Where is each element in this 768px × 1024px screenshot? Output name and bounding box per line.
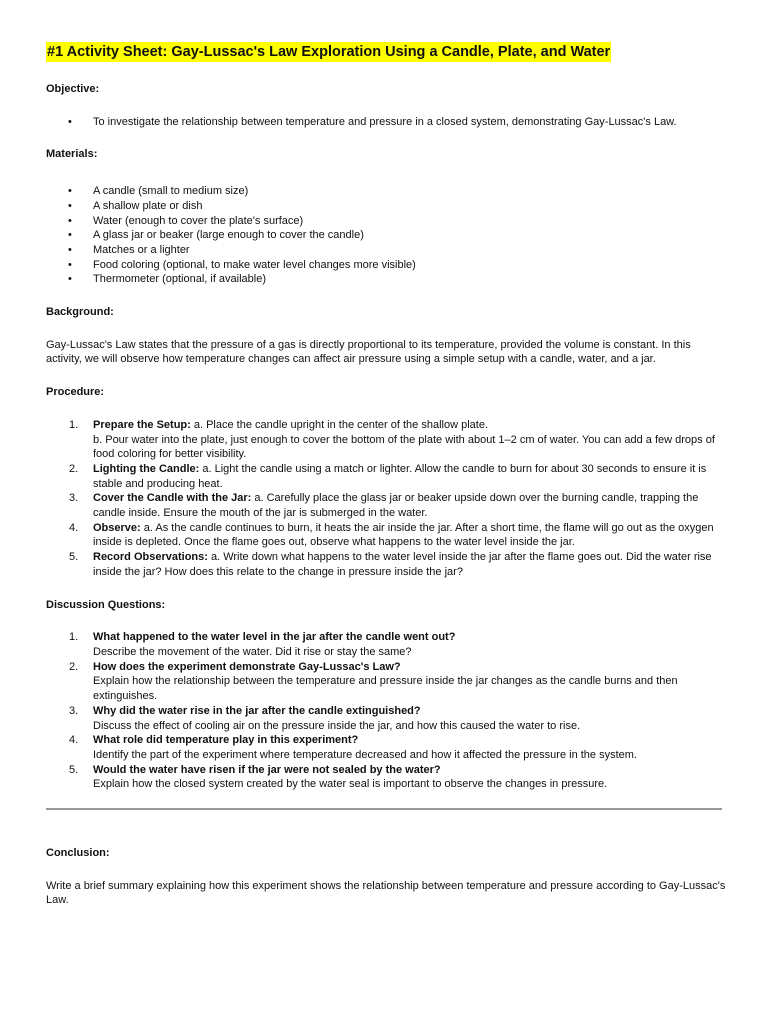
question-detail: Identify the part of the experiment where temperature decreased and how it affected the pressure in the system.: [93, 748, 637, 761]
step-label: Observe:: [93, 521, 141, 534]
page-title: #1 Activity Sheet: Gay-Lussac's Law Exploration Using a Candle, Plate, and Water: [47, 44, 611, 60]
question-number: 3.: [69, 704, 79, 717]
step-label: Record Observations:: [93, 551, 208, 564]
step-number: 2.: [69, 462, 79, 475]
step-number: 1.: [69, 418, 79, 431]
step-label: Lighting the Candle:: [93, 462, 200, 475]
step-text: a. Write down what happens to the water level inside the jar after the flame goes out. Did the water rise inside the jar? How does this relate to the change in pressure inside the jar?: [93, 551, 712, 578]
step-text: a. Place the candle upright in the center of the shallow plate.: [190, 418, 489, 431]
procedure-list: [46, 418, 726, 580]
objective-list: [46, 115, 726, 130]
list-item: • A shallow plate or dish: [46, 199, 726, 214]
step-text: a. As the candle continues to burn, it heats the air inside the jar. After a short time, the flame will go out as the oxygen inside is depleted. Once the flame goes out, observe what happens to the water level inside the jar.: [93, 521, 714, 549]
question-detail: Discuss the effect of cooling air on the pressure inside the jar, and how this caused the water to rise.: [93, 719, 581, 732]
question-text: What happened to the water level in the jar after the candle went out?: [93, 631, 456, 644]
step-number: 4.: [69, 521, 79, 534]
list-item: • To investigate the relationship between temperature and pressure in a closed system, demonstrating Gay-Lussac's Law.: [46, 115, 726, 130]
question-text: How does the experiment demonstrate Gay-Lussac's Law?: [93, 660, 401, 673]
list-item: • Matches or a lighter: [46, 243, 726, 258]
procedure-step: [46, 418, 726, 462]
question-detail: Explain how the relationship between the temperature and pressure inside the jar changes as the candle burns and then extinguishes.: [93, 675, 678, 703]
question-detail: Describe the movement of the water. Did it rise or stay the same?: [93, 645, 412, 658]
step-number: 5.: [69, 551, 79, 564]
question-text: What role did temperature play in this experiment?: [93, 734, 359, 747]
discussion-question: [46, 630, 726, 659]
objective-heading: Objective:: [46, 83, 100, 95]
list-item: • Thermometer (optional, if available): [46, 272, 726, 287]
conclusion-heading: Conclusion:: [46, 847, 110, 860]
list-item: • Water (enough to cover the plate's surface): [46, 214, 726, 229]
background-text: Gay-Lussac's Law states that the pressure of a gas is directly proportional to its temperature, provided the volume is constant. In this activity, we will observe how temperature changes can affect air pressure using a simple setup with a candle, water, and a jar.: [46, 338, 691, 366]
list-item: • A glass jar or beaker (large enough to cover the candle): [46, 228, 726, 243]
discussion-list: [46, 630, 726, 792]
list-item: • Food coloring (optional, to make water level changes more visible): [46, 258, 726, 273]
background-heading: Background:: [46, 306, 114, 319]
step-label: Cover the Candle with the Jar:: [93, 492, 252, 505]
step-text: a. Carefully place the glass jar or beaker upside down over the burning candle, trapping the candle inside. Ensure the mouth of the jar is submerged in the water.: [93, 492, 699, 520]
step-number: 3.: [69, 492, 79, 505]
question-number: 4.: [69, 734, 79, 747]
conclusion-text: Write a brief summary explaining how this experiment shows the relationship between temperature and pressure according to Gay-Lussac's Law.: [46, 879, 726, 907]
procedure-heading: Procedure:: [46, 386, 105, 399]
procedure-step: [46, 491, 726, 520]
discussion-question: [46, 660, 726, 704]
materials-heading: Materials:: [46, 148, 98, 161]
question-text: Would the water have risen if the jar were not sealed by the water?: [93, 763, 441, 776]
procedure-step: [46, 550, 726, 579]
discussion-question: [46, 733, 726, 762]
discussion-question: [46, 704, 726, 733]
discussion-question: [46, 763, 726, 792]
question-detail: Explain how the closed system created by the water seal is important to observe the changes in pressure.: [93, 778, 608, 791]
step-text: a. Light the candle using a match or lighter. Allow the candle to burn for about 30 seconds to ensure it is stable and producing heat.: [93, 462, 707, 490]
question-number: 5.: [69, 763, 79, 776]
question-number: 1.: [69, 631, 79, 644]
step-extra: b. Pour water into the plate, just enough to cover the bottom of the plate with about 1–2 cm of water. You can add a few drops of food coloring for better visibility.: [93, 433, 715, 461]
list-item: • A candle (small to medium size): [46, 184, 726, 199]
question-text: Why did the water rise in the jar after the candle extinguished?: [93, 704, 421, 717]
procedure-step: [46, 462, 726, 491]
step-label: Prepare the Setup:: [93, 418, 191, 431]
question-number: 2.: [69, 660, 79, 673]
procedure-step: [46, 521, 726, 550]
activity-sheet: [46, 38, 726, 908]
discussion-heading: Discussion Questions:: [46, 598, 166, 611]
materials-list: [46, 184, 726, 287]
